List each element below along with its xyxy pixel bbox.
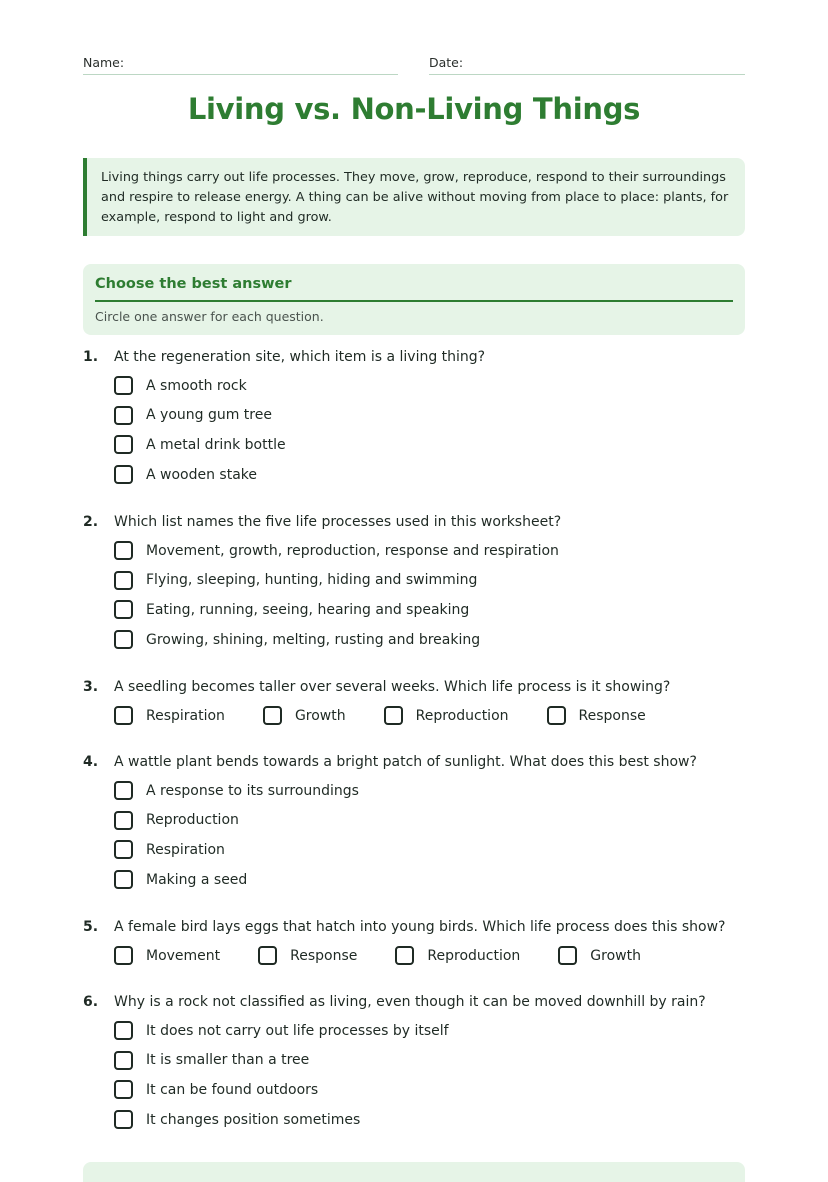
option-label: Movement: [146, 947, 221, 964]
checkbox[interactable]: [114, 1051, 133, 1070]
option-label: Flying, sleeping, hunting, hiding and swimming: [146, 572, 478, 589]
answer-option[interactable]: [114, 536, 559, 566]
question-number: 1.: [83, 349, 99, 365]
question-text: A wattle plant bends towards a bright patch of sunlight. What does this best show?: [114, 754, 697, 770]
option-label: Response: [578, 707, 646, 724]
answer-options: [114, 941, 679, 971]
checkbox[interactable]: [258, 946, 277, 965]
answer-options: [114, 776, 359, 894]
answer-option[interactable]: [114, 1046, 449, 1076]
option-label: It is smaller than a tree: [146, 1052, 310, 1069]
page-title: Living vs. Non-Living Things: [187, 92, 641, 126]
answer-option[interactable]: [114, 460, 286, 490]
section-header: [83, 264, 745, 335]
option-label: Making a seed: [146, 871, 248, 888]
answer-option[interactable]: [547, 701, 646, 731]
option-label: It does not carry out life processes by itself: [146, 1022, 449, 1039]
option-label: Growth: [590, 947, 641, 964]
answer-option[interactable]: [114, 776, 359, 806]
checkbox[interactable]: [114, 630, 133, 649]
question-number: 3.: [83, 679, 99, 695]
checkbox[interactable]: [114, 600, 133, 619]
answer-options: [114, 1016, 449, 1134]
checkbox[interactable]: [114, 1080, 133, 1099]
option-label: Response: [290, 947, 358, 964]
date-field[interactable]: [429, 52, 745, 75]
answer-option[interactable]: [263, 701, 346, 731]
answer-option[interactable]: [114, 701, 225, 731]
question-text: Which list names the five life processes used in this worksheet?: [114, 514, 562, 530]
name-field[interactable]: [83, 52, 398, 75]
option-label: Reproduction: [427, 947, 521, 964]
answer-option[interactable]: [114, 430, 286, 460]
option-label: A young gum tree: [146, 407, 272, 424]
checkbox[interactable]: [114, 376, 133, 395]
option-label: Eating, running, seeing, hearing and speaking: [146, 601, 470, 618]
option-label: Reproduction: [146, 812, 239, 829]
option-label: It can be found outdoors: [146, 1081, 319, 1098]
option-label: A response to its surroundings: [146, 782, 359, 799]
answer-option[interactable]: [114, 566, 559, 596]
answer-options: [114, 536, 559, 654]
checkbox[interactable]: [558, 946, 577, 965]
answer-options: [114, 371, 286, 489]
answer-option[interactable]: [114, 1075, 449, 1105]
answer-option[interactable]: [114, 1105, 449, 1135]
checkbox[interactable]: [263, 706, 282, 725]
answer-option[interactable]: [114, 625, 559, 655]
checkbox[interactable]: [114, 435, 133, 454]
name-label: Name:: [83, 55, 125, 70]
checkbox[interactable]: [114, 571, 133, 590]
checkbox[interactable]: [114, 811, 133, 830]
date-label: Date:: [429, 55, 464, 70]
answer-option[interactable]: [395, 941, 520, 971]
question-number: 4.: [83, 754, 99, 770]
option-label: A metal drink bottle: [146, 436, 286, 453]
checkbox[interactable]: [114, 706, 133, 725]
answer-option[interactable]: [384, 701, 509, 731]
option-label: Respiration: [146, 841, 225, 858]
checkbox[interactable]: [547, 706, 566, 725]
checkbox[interactable]: [114, 946, 133, 965]
checkbox[interactable]: [114, 1110, 133, 1129]
answer-option[interactable]: [114, 806, 359, 836]
option-label: Movement, growth, reproduction, response and respiration: [146, 542, 559, 559]
answer-option[interactable]: [258, 941, 357, 971]
section-subtitle: Circle one answer for each question.: [95, 309, 324, 324]
checkbox[interactable]: [114, 840, 133, 859]
question-text: A seedling becomes taller over several weeks. Which life process is it showing?: [114, 679, 671, 695]
answer-option[interactable]: [114, 941, 220, 971]
next-section-band: [83, 1162, 745, 1182]
question-number: 6.: [83, 994, 99, 1010]
answer-option[interactable]: [114, 1016, 449, 1046]
question-text: Why is a rock not classified as living, even though it can be moved downhill by rain?: [114, 994, 706, 1010]
checkbox[interactable]: [114, 870, 133, 889]
answer-options: [114, 701, 684, 731]
checkbox[interactable]: [114, 781, 133, 800]
question-text: A female bird lays eggs that hatch into young birds. Which life process does this show?: [114, 919, 726, 935]
checkbox[interactable]: [395, 946, 414, 965]
answer-option[interactable]: [114, 865, 359, 895]
option-label: A smooth rock: [146, 377, 247, 394]
checkbox[interactable]: [114, 1021, 133, 1040]
option-label: It changes position sometimes: [146, 1111, 361, 1128]
checkbox[interactable]: [384, 706, 403, 725]
option-label: Respiration: [146, 707, 225, 724]
question-number: 2.: [83, 514, 99, 530]
answer-option[interactable]: [114, 835, 359, 865]
answer-option[interactable]: [114, 595, 559, 625]
answer-option[interactable]: [114, 401, 286, 431]
question-text: At the regeneration site, which item is a living thing?: [114, 349, 486, 365]
option-label: Growing, shining, melting, rusting and breaking: [146, 631, 481, 648]
option-label: A wooden stake: [146, 466, 258, 483]
checkbox[interactable]: [114, 406, 133, 425]
answer-option[interactable]: [558, 941, 641, 971]
checkbox[interactable]: [114, 465, 133, 484]
answer-option[interactable]: [114, 371, 286, 401]
intro-callout: Living things carry out life processes. They move, grow, reproduce, respond to their surroundings and respire to release energy. A thing can be alive without moving from place to place: plants, for example, respond to light and grow.: [83, 158, 745, 236]
option-label: Growth: [294, 707, 346, 724]
section-title: Choose the best answer: [95, 274, 733, 302]
option-label: Reproduction: [415, 707, 509, 724]
question-number: 5.: [83, 919, 99, 935]
checkbox[interactable]: [114, 541, 133, 560]
